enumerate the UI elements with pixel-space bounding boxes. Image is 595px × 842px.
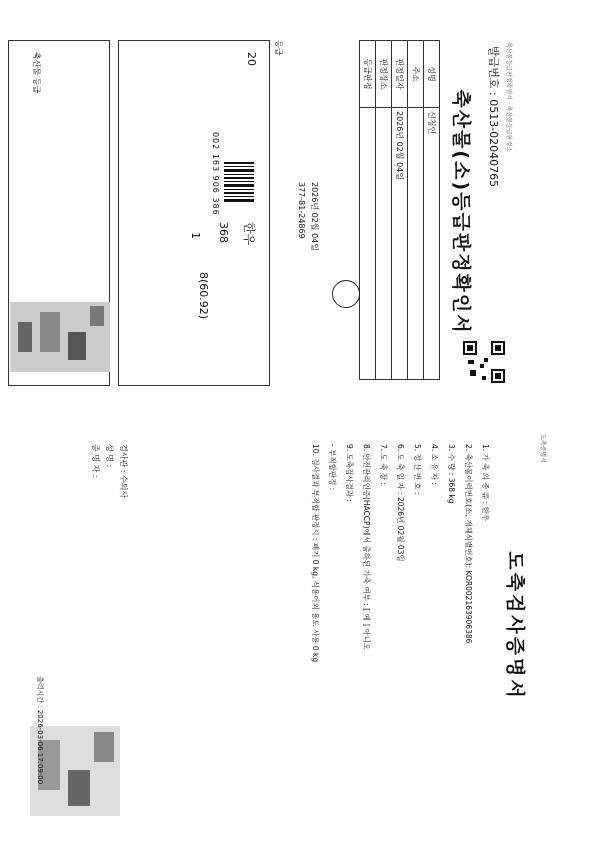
list-item: 8. 안전관리인증(HACCP)에서 출하된 가축 여부 : [ 예 ] 아니오 xyxy=(362,444,371,651)
grade-section-header: 등급 xyxy=(274,40,283,56)
slaughter-certificate xyxy=(30,426,550,826)
issue-date: 2026년 02월 04일 xyxy=(310,182,319,251)
list-item: 9. 도축검사결과 : xyxy=(345,444,354,502)
footer-label: 축산물 등급 xyxy=(32,52,41,94)
scan-noise-pattern xyxy=(10,302,110,372)
serial-label: 발급번호 : xyxy=(487,46,500,96)
table-row xyxy=(360,41,376,380)
row-value xyxy=(360,108,376,380)
list-item: - 부적합판정 : xyxy=(328,444,337,491)
list-item: 10. 검사결과 부적합 판정시 : 폐기 0 kg, 식용이외 용도 사용 0 kg xyxy=(311,444,320,663)
carcass-weight: 8(60.92) xyxy=(197,272,210,320)
row-label: 판정장소 xyxy=(376,41,392,108)
signature-line: 성 명 : xyxy=(105,444,114,468)
row-label: 주소 xyxy=(408,41,424,108)
list-item: 7. 도 축 장 : xyxy=(379,444,388,485)
serial-number: 0513-02040765 xyxy=(487,99,500,188)
official-seal-icon xyxy=(332,280,360,308)
signature-line: 검사관 : 수의사 xyxy=(119,444,128,499)
barcode-icon xyxy=(224,162,254,202)
row-value xyxy=(376,108,392,380)
signature-line: 증 명 자 : xyxy=(91,444,100,478)
row-value xyxy=(408,108,424,380)
grading-certificate xyxy=(0,32,520,392)
list-item: 2. 축산물이력번호(소, 개체식별번호): KOR002163906386 xyxy=(464,444,473,644)
table-row xyxy=(392,41,408,380)
list-item: 5. 정 산 번 호 : xyxy=(413,444,422,495)
signature-block xyxy=(88,444,130,498)
table-row xyxy=(408,41,424,380)
row-value: 신청인 xyxy=(424,108,440,380)
list-item: 3. 수 량 : 368 kg xyxy=(447,444,456,504)
row-label: 등급판정 xyxy=(360,41,376,108)
row-label: 성명 xyxy=(424,41,440,108)
registration-number: 377-81-24869 xyxy=(297,182,306,239)
top-note: 도축증명서 xyxy=(539,434,546,463)
table-row xyxy=(376,41,392,380)
carcass-number: 368 xyxy=(217,222,230,243)
list-item: 6. 도 축 일 자 : 2026년 02월 03일 xyxy=(396,444,405,562)
grade-section xyxy=(118,40,270,386)
item-list xyxy=(307,444,494,814)
item-count: 1 xyxy=(189,232,202,239)
barcode-number: 002 163 906 386 xyxy=(211,132,220,216)
head-count: 20 xyxy=(245,52,258,66)
table-row xyxy=(424,41,440,380)
breed-grade: 한우 xyxy=(242,222,256,246)
list-item: 4. 소 유 자 : xyxy=(430,444,439,485)
print-timestamp: 출력시간 : 2026-03-06 17:09:00 xyxy=(36,676,44,785)
row-value: 2026년 02월 04일 xyxy=(392,108,408,380)
list-item: 1. 가 축 의 종 류 : 한우 xyxy=(481,444,490,522)
info-table xyxy=(359,40,440,380)
document-title: 도축검사증명서 xyxy=(504,551,526,701)
document-title: 축산물(소)등급판정확인서 xyxy=(450,89,472,335)
top-note: 축산물등급판정확인서 · 축산물등급판정소 xyxy=(505,42,512,153)
serial-line xyxy=(486,46,502,187)
row-label: 판정일자 xyxy=(392,41,408,108)
